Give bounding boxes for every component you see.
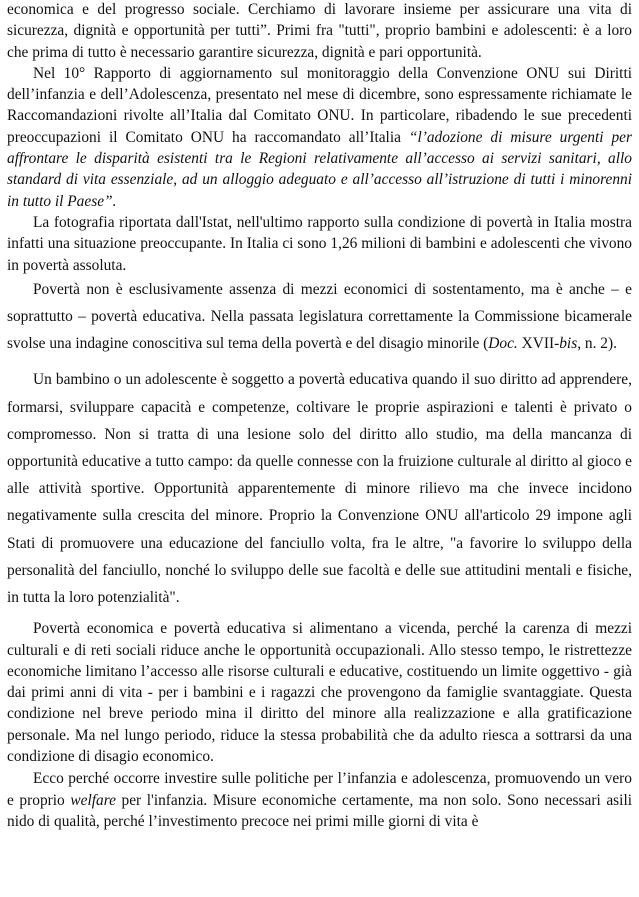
paragraph-4-bis: bis <box>559 335 578 353</box>
paragraph-7-text-b: per l'infanzia. Misure economiche certamente, ma non solo. Sono necessari asili nido di qualità, perché l’investimento precoce nei primi mille giorni di vita è <box>7 791 632 830</box>
paragraph-5-text: Un bambino o un adolescente è soggetto a povertà educativa quando il suo diritto ad apprendere, formarsi, sviluppare capacità e competenze, coltivare le proprie aspirazioni e talenti è privato o compromesso. Non si tratta di una lesione solo del diritto allo studio, ma della mancanza di opportunità educative a tutto campo: da quelle connesse con la fruizione culturale al diritto al gioco e alle attività sportive. Opportunità apparentemente di minore rilievo ma che invece incidono negativamente sulla crescita del minore. Proprio la Convenzione ONU all'articolo 29 impone agli Stati di promuovere una educazione del fanciullo volta, fra le altre, "a favorire lo sviluppo della personalità del fanciullo, nonché lo sviluppo delle sue facoltà e delle sue attitudini mentali e fisiche, in tutta la loro potenzialità". <box>7 371 632 607</box>
paragraph-7-welfare: welfare <box>70 791 116 809</box>
document-page <box>7 0 632 832</box>
paragraph-2-text: Nel 10° Rapporto di aggiornamento sul monitoraggio della Convenzione ONU sui Diritti dell’infanzia e dell’Adolescenza, presentato nel mese di dicembre, sono espressamente richiamate le Raccomandazioni rivolte all’Italia dal Comitato ONU. In particolare, ribadendo le sue precedenti preoccupazioni il Comitato ONU ha raccomandato all’Italia <box>7 64 632 146</box>
paragraph-1 <box>7 0 632 63</box>
paragraph-4-text: Povertà non è esclusivamente assenza di mezzi economici di sostentamento, ma è anche – e soprattutto – povertà educativa. Nella passata legislatura correttamente la Commissione bicamerale svolse una indagine conoscitiva sul tema della povertà e del disagio minorile ( <box>7 280 632 353</box>
paragraph-4-text-b: XVII- <box>517 335 560 353</box>
paragraph-4 <box>7 276 632 358</box>
paragraph-6-text: Povertà economica e povertà educativa si alimentano a vicenda, perché la carenza di mezzi culturali e di reti sociali riduce anche le opportunità occupazionali. Allo stesso tempo, le ristrettezze economiche limitano l’accesso alle risorse culturali e educative, costituendo un limite oggettivo - già dai primi anni di vita - per i bambini e i ragazzi che provengono da famiglie svantaggiate. Questa condizione nel breve periodo mina il diritto del minore alla realizzazione e alla gratificazione personale. Ma nel lungo periodo, riduce la stessa probabilità che da adulto riesca a sottrarsi da una condizione di disagio economico. <box>7 620 632 766</box>
paragraph-2 <box>7 63 632 212</box>
paragraph-1-text: economica e del progresso sociale. Cerchiamo di lavorare insieme per assicurare una vita di sicurezza, dignità e opportunità per tutti”. Primi fra "tutti", proprio bambini e adolescenti: è a loro che prima di tutto è necessario garantire sicurezza, dignità e pari opportunità. <box>7 1 632 61</box>
paragraph-7-text: Ecco perché occorre investire sulle politiche per l’infanzia e adolescenza, promuovendo un vero e proprio <box>7 770 632 809</box>
paragraph-7 <box>7 768 632 832</box>
paragraph-3 <box>7 212 632 276</box>
paragraph-3-text: La fotografia riportata dall'Istat, nell'ultimo rapporto sulla condizione di povertà in Italia mostra infatti una situazione preoccupante. In Italia ci sono 1,26 milioni di bambini e adolescenti che vivono in povertà assoluta. <box>7 213 632 274</box>
paragraph-4-text-c: , n. 2). <box>577 335 617 353</box>
paragraph-5 <box>7 366 632 611</box>
paragraph-4-doc: Doc. <box>488 335 518 353</box>
paragraph-2-quote: “l’adozione di misure urgenti per affrontare le disparità esistenti tra le Regioni relativamente all’accesso ai servizi sanitari, allo standard di vita essenziale, ad un alloggio adeguato e all’accesso all’istruzione di tutti i minorenni in tutto il Paese”. <box>7 128 632 210</box>
paragraph-6 <box>7 618 632 767</box>
